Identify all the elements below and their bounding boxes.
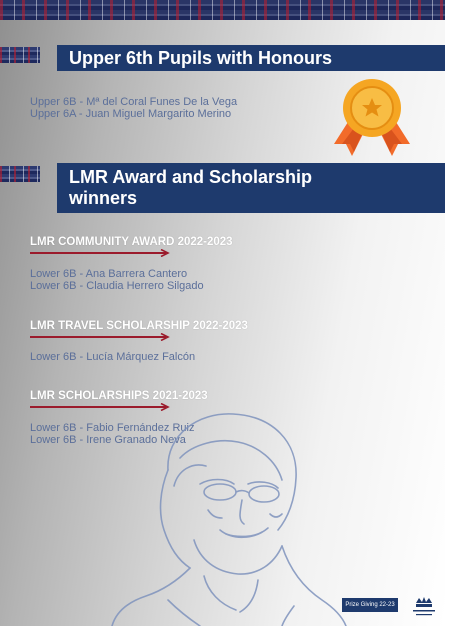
page-margin (445, 0, 450, 626)
arrow-icon (30, 249, 172, 257)
list-item: Lower 6B - Claudia Herrero Silgado (30, 280, 204, 292)
section-heading-travel: LMR TRAVEL SCHOLARSHIP 2022-2023 (30, 320, 248, 332)
list-item: Upper 6A - Juan Miguel Margarito Merino (30, 108, 232, 120)
list-item: Lower 6B - Irene Granado Neva (30, 434, 186, 446)
list-item: Lower 6B - Lucía Márquez Falcón (30, 351, 196, 363)
tartan-header-strip (0, 0, 445, 20)
section-heading-scholarships: LMR SCHOLARSHIPS 2021-2023 (30, 390, 208, 402)
prize-giving-label: Prize Giving 22-23 (342, 598, 398, 612)
community-pupil-list (30, 268, 204, 292)
portrait-sketch (108, 400, 348, 626)
list-item: Upper 6B - Mª del Coral Funes De la Vega (30, 96, 238, 108)
section-heading-community: LMR COMMUNITY AWARD 2022-2023 (30, 236, 233, 248)
list-item: Lower 6B - Fabio Fernández Ruiz (30, 422, 195, 434)
honours-title: Upper 6th Pupils with Honours (69, 48, 333, 68)
school-crest-icon (410, 595, 438, 619)
honours-banner (57, 45, 445, 71)
honours-pupil-list (30, 96, 237, 120)
tartan-tab-honours (0, 47, 40, 63)
medal-icon (328, 78, 416, 158)
awards-title-line2: winners (69, 188, 138, 208)
arrow-icon (30, 333, 172, 341)
tartan-tab-awards (0, 166, 40, 182)
awards-title-line1: LMR Award and Scholarship (69, 167, 313, 187)
travel-pupil-list (30, 351, 195, 363)
awards-banner (57, 163, 445, 213)
list-item: Lower 6B - Ana Barrera Cantero (30, 268, 188, 280)
